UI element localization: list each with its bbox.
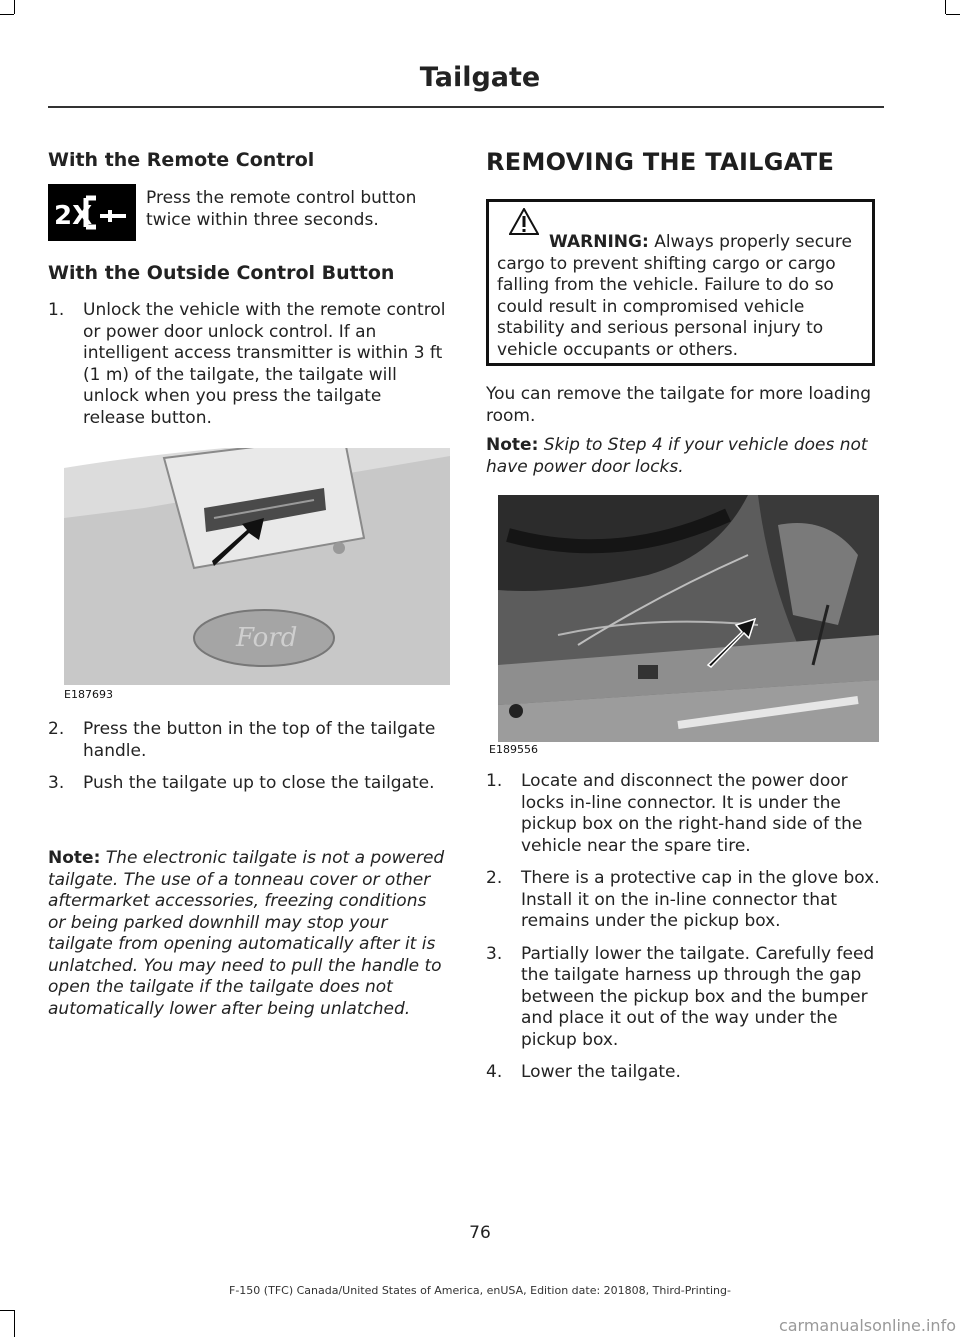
outside-button-heading: With the Outside Control Button — [48, 262, 395, 284]
step-number: 1. — [48, 300, 65, 320]
power-locks-note — [486, 435, 876, 478]
list-item — [486, 868, 880, 933]
figure-id: E189556 — [489, 743, 538, 756]
remote-control-heading: With the Remote Control — [48, 149, 315, 171]
intro-text: You can remove the tailgate for more loading room. — [486, 384, 872, 426]
step-text: Partially lower the tailgate. Carefully feed the tailgate harness up through the gap between the pickup box and the bumper and place it out of the way under the pickup box. — [521, 943, 875, 1050]
remote-instruction: Press the remote control button twice within three seconds. — [146, 188, 417, 230]
note-label: Note: — [486, 435, 539, 455]
steps-list-outside — [48, 300, 448, 440]
warning-text: Always properly secure cargo to prevent shifting cargo or cargo falling from the vehicle. Failure to do so could result in compromised vehicle stability and serious personal injury to vehicle occupants or others. — [497, 232, 852, 360]
header-divider — [48, 106, 884, 108]
crop-mark — [14, 1310, 15, 1337]
list-item — [48, 773, 448, 795]
step-text: Lower the tailgate. — [521, 1062, 681, 1082]
warning-label: WARNING: — [549, 232, 649, 252]
tailgate-note — [48, 848, 448, 1020]
figure-id: E187693 — [64, 688, 113, 701]
page-number: 76 — [469, 1223, 491, 1243]
steps-list-close — [48, 719, 448, 806]
step-number: 3. — [486, 943, 503, 964]
crop-mark — [946, 14, 960, 15]
note-text: Skip to Step 4 if your vehicle does not have power door locks. — [486, 435, 868, 477]
connector-location-photo — [498, 495, 879, 742]
step-number: 3. — [48, 773, 65, 793]
list-item — [486, 771, 880, 857]
svg-text:Ford: Ford — [236, 623, 298, 653]
step-text: Press the button in the top of the tailgate handle. — [83, 719, 436, 761]
edition-info: F-150 (TFC) Canada/United States of America, enUSA, Edition date: 201808, Third-Printing- — [229, 1284, 731, 1297]
step-number: 4. — [486, 1062, 503, 1082]
warning-box — [486, 199, 875, 366]
tailgate-handle-illustration — [64, 448, 450, 685]
step-text: Locate and disconnect the power door locks in-line connector. It is under the pickup box on the right-hand side of the vehicle near the spare tire. — [521, 771, 863, 856]
section-heading: REMOVING THE TAILGATE — [486, 148, 835, 176]
step-number: 2. — [486, 868, 503, 888]
step-text: Push the tailgate up to close the tailgate. — [83, 773, 435, 793]
remote-icon-text: 2X — [54, 201, 93, 231]
watermark-text: carmanualsonline.info — [778, 1316, 956, 1335]
note-label: Note: — [48, 848, 101, 868]
crop-mark — [0, 14, 14, 15]
step-text: There is a protective cap in the glove box. Install it on the in-line connector that remains under the pickup box. — [521, 868, 880, 931]
step-number: 2. — [48, 719, 65, 739]
crop-mark — [14, 0, 15, 14]
list-item — [486, 1062, 880, 1084]
steps-list-removal — [486, 771, 880, 1095]
step-number: 1. — [486, 771, 503, 791]
list-item — [48, 300, 448, 429]
remote-2x-icon — [48, 184, 136, 241]
page-title: Tailgate — [419, 62, 541, 93]
note-text: The electronic tailgate is not a powered tailgate. The use of a tonneau cover or other aftermarket accessories, freezing conditions or being parked downhill may stop your tailgate from opening automatically after it is unlatched. You may need to pull the handle to open the tailgate if the tailgate does not automatically lower after being unlatched. — [48, 848, 445, 1019]
step-text: Unlock the vehicle with the remote control or power door unlock control. If an intelligent access transmitter is within 3 ft (1 m) of the tailgate, the tailgate will unlock when you press the tailgate release button. — [83, 300, 446, 428]
list-item — [48, 719, 448, 762]
crop-mark — [945, 0, 946, 14]
list-item — [486, 944, 880, 1052]
warning-triangle-icon — [509, 208, 539, 242]
crop-mark — [0, 1310, 14, 1311]
unlock-twice-icon — [48, 184, 136, 241]
